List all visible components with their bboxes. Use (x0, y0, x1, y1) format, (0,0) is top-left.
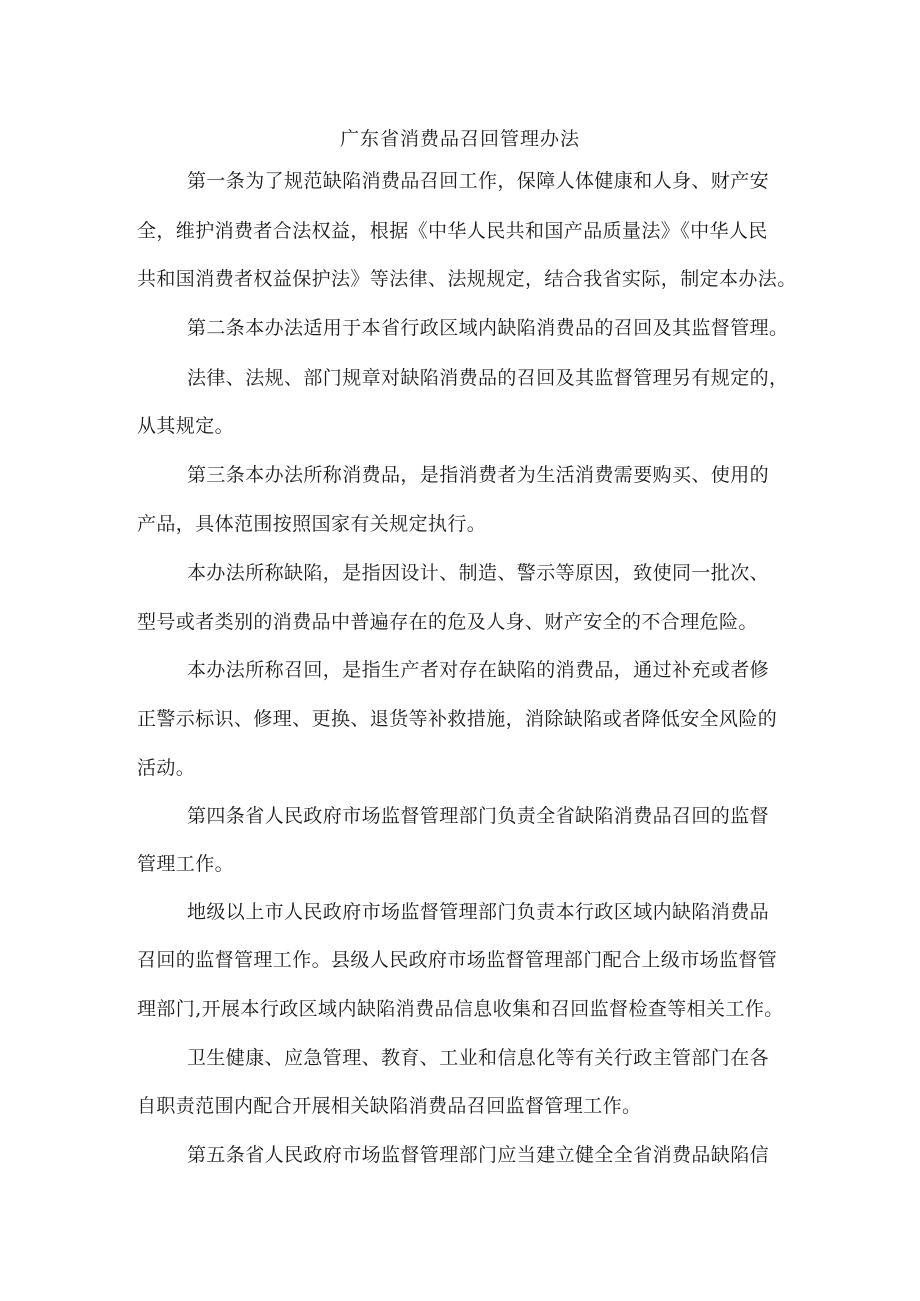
paragraph-line: 理部门,开展本行政区域内缺陷消费品信息收集和召回监督检查等相关工作。 (137, 998, 784, 1020)
paragraph-line: 第五条省人民政府市场监督管理部门应当建立健全全省消费品缺陷信 (187, 1144, 770, 1166)
paragraph-line: 第四条省人民政府市场监督管理部门负责全省缺陷消费品召回的监督 (187, 805, 770, 827)
paragraph-line: 活动。 (137, 757, 196, 779)
paragraph-line: 本办法所称缺陷，是指因设计、制造、警示等原因，致使同一批次、 (187, 562, 770, 584)
paragraph-line: 管理工作。 (137, 853, 235, 875)
paragraph-line: 从其规定。 (137, 415, 235, 437)
paragraph-line: 共和国消费者权益保护法》等法律、法规规定，结合我省实际，制定本办法。 (137, 268, 797, 290)
paragraph-line: 正警示标识、修理、更换、退货等补救措施，消除缺陷或者降低安全风险的 (137, 708, 778, 730)
paragraph-line: 第三条本办法所称消费品，是指消费者为生活消费需要购买、使用的 (187, 464, 770, 486)
document-title: 广东省消费品召回管理办法 (339, 128, 580, 150)
paragraph-line: 第一条为了规范缺陷消费品召回工作，保障人体健康和人身、财产安 (187, 170, 770, 192)
paragraph-line: 全，维护消费者合法权益，根据《中华人民共和国产品质量法》《中华人民 (137, 220, 768, 242)
paragraph-line: 本办法所称召回，是指生产者对存在缺陷的消费品，通过补充或者修 (187, 659, 770, 681)
paragraph-line: 自职责范围内配合开展相关缺陷消费品召回监督管理工作。 (137, 1095, 642, 1117)
paragraph-line: 卫生健康、应急管理、教育、工业和信息化等有关行政主管部门在各 (187, 1047, 770, 1069)
paragraph-line: 型号或者类别的消费品中普遍存在的危及人身、财产安全的不合理危险。 (137, 611, 758, 633)
paragraph-line: 第二条本办法适用于本省行政区域内缺陷消费品的召回及其监督管理。 (187, 317, 789, 339)
paragraph-line: 产品，具体范围按照国家有关规定执行。 (137, 513, 487, 535)
paragraph-line: 地级以上市人民政府市场监督管理部门负责本行政区域内缺陷消费品 (187, 901, 770, 923)
paragraph-line: 召回的监督管理工作。县级人民政府市场监督管理部门配合上级市场监督管 (137, 949, 778, 971)
paragraph-line: 法律、法规、部门规章对缺陷消费品的召回及其监督管理另有规定的， (187, 367, 789, 389)
